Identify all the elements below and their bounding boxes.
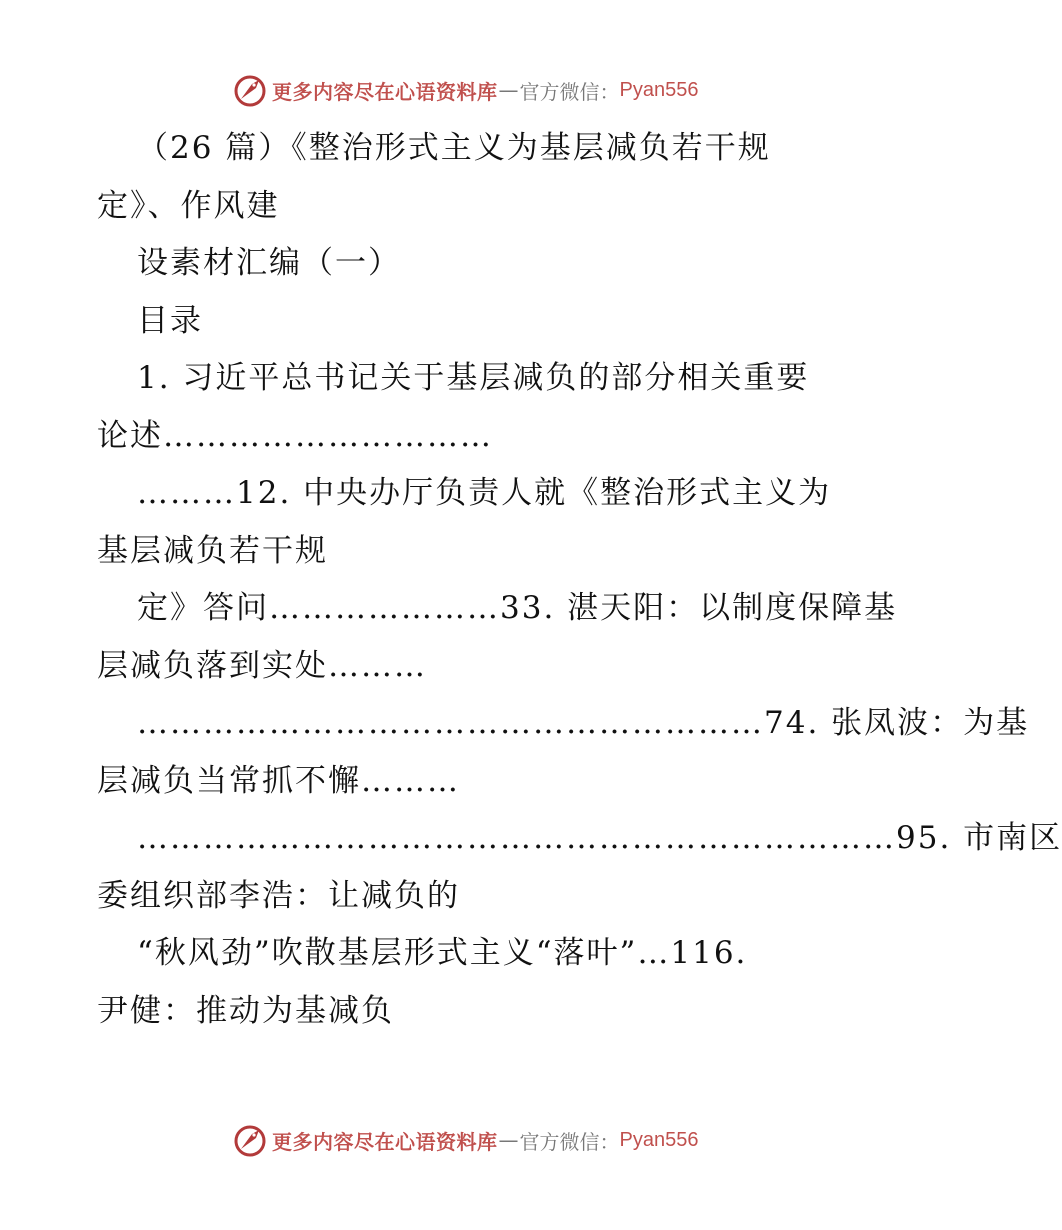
toc-line: 层减负落到实处……… [97, 647, 427, 684]
toc-line: 委组织部李浩：让减负的 [97, 877, 460, 914]
pen-nib-logo-icon [232, 1122, 268, 1158]
toc-heading: 目录 [137, 302, 203, 339]
toc-line: 定》答问…………………33. 湛天阳：以制度保障基 [137, 590, 898, 626]
watermark-text: 更多内容尽在心语资料库 [272, 79, 498, 104]
watermark-footer [232, 1120, 698, 1160]
document-title-line-3: 设素材汇编（一） [137, 245, 401, 281]
watermark-wechat-id: Pyan556 [619, 1128, 699, 1151]
toc-line: …………………………………………………74. 张凤波：为基 [137, 705, 1030, 741]
toc-line: 基层减负若干规 [97, 532, 328, 569]
toc-line: 论述………………………… [97, 417, 493, 454]
watermark-dash: — [498, 78, 519, 102]
toc-line: 层减负当常抓不懈……… [97, 762, 460, 799]
toc-line: ……………………………………………………………95. 市南区 [137, 820, 1062, 856]
document-title-line-1: （26 篇）《整治形式主义为基层减负若干规 [137, 130, 771, 166]
document-title-line-2: 定》、作风建 [97, 187, 280, 224]
toc-line: “秋风劲”吹散基层形式主义“落叶”…116. [137, 935, 748, 971]
document-body [97, 120, 1062, 1040]
toc-line: 1. 习近平总书记关于基层减负的部分相关重要 [137, 360, 810, 396]
watermark-dash: — [498, 1128, 519, 1152]
pen-nib-logo-icon [232, 72, 268, 108]
watermark-text: 更多内容尽在心语资料库 [272, 1129, 498, 1154]
watermark-wechat-label: 官方微信： [519, 1129, 620, 1154]
toc-line: ………12. 中央办厅负责人就《整治形式主义为 [137, 475, 832, 511]
watermark-wechat-id: Pyan556 [619, 78, 699, 101]
toc-line: 尹健：推动为基减负 [97, 992, 394, 1029]
watermark-wechat-label: 官方微信： [519, 79, 620, 104]
watermark-header [232, 70, 698, 110]
